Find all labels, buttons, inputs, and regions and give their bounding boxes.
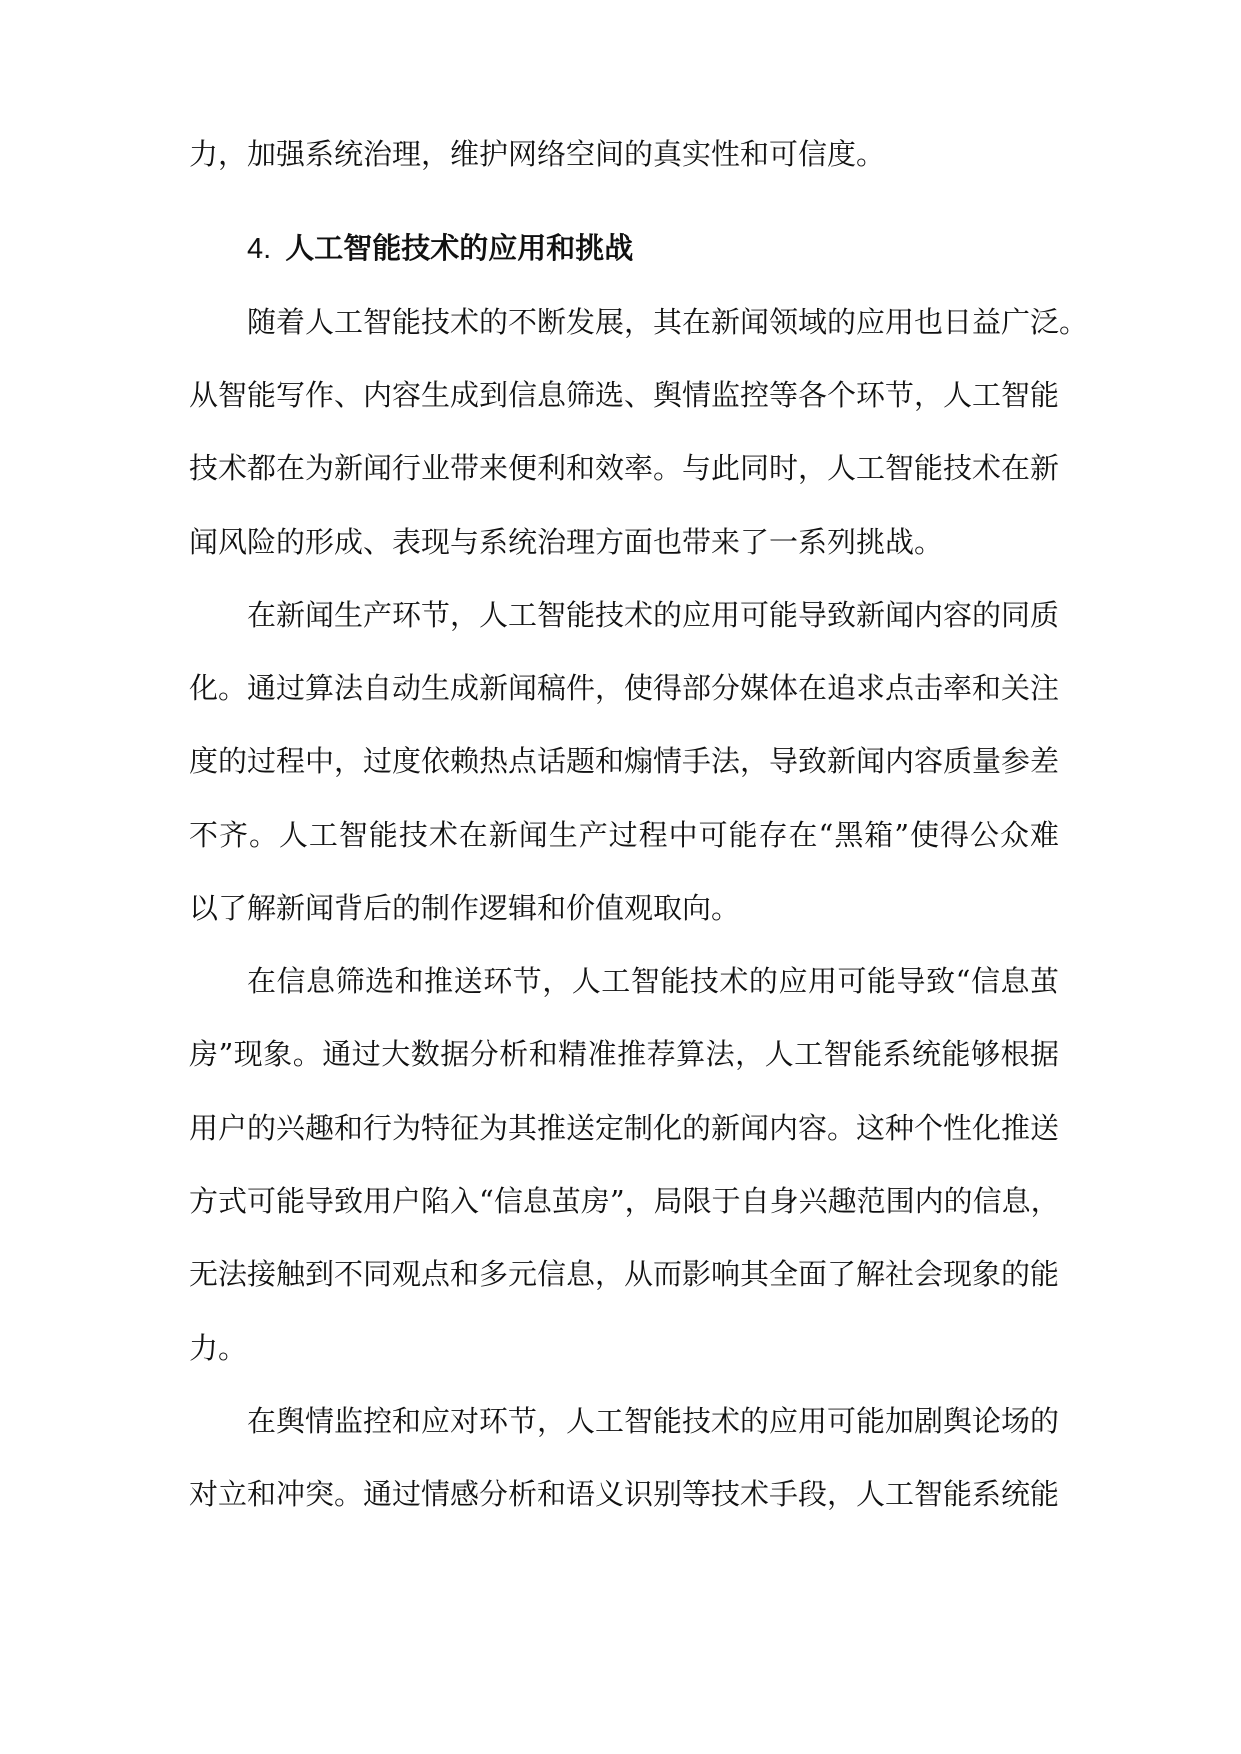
paragraph-line: 化。通过算法自动生成新闻稿件，使得部分媒体在追求点击率和关注 (189, 671, 1060, 705)
carryover-line: 力，加强系统治理，维护网络空间的真实性和可信度。 (189, 137, 886, 171)
paragraph-line: 用户的兴趣和行为特征为其推送定制化的新闻内容。这种个性化推送 (189, 1111, 1060, 1145)
paragraph-line: 闻风险的形成、表现与系统治理方面也带来了一系列挑战。 (189, 525, 944, 559)
paragraph-line: 对立和冲突。通过情感分析和语义识别等技术手段，人工智能系统能 (189, 1477, 1060, 1511)
paragraph-line: 房”现象。通过大数据分析和精准推荐算法，人工智能系统能够根据 (189, 1037, 1059, 1071)
paragraph-line: 随着人工智能技术的不断发展，其在新闻领域的应用也日益广泛。 (247, 305, 1089, 339)
paragraph-line: 度的过程中，过度依赖热点话题和煽情手法，导致新闻内容质量参差 (189, 744, 1060, 778)
paragraph-line: 在信息筛选和推送环节，人工智能技术的应用可能导致“信息茧 (247, 964, 1059, 998)
paragraph-line: 从智能写作、内容生成到信息筛选、舆情监控等各个环节，人工智能 (189, 378, 1060, 412)
paragraph-line: 不齐。人工智能技术在新闻生产过程中可能存在“黑箱”使得公众难 (189, 818, 1059, 852)
paragraph-line: 在舆情监控和应对环节，人工智能技术的应用可能加剧舆论场的 (247, 1404, 1060, 1438)
paragraph-line: 无法接触到不同观点和多元信息，从而影响其全面了解社会现象的能 (189, 1257, 1060, 1291)
section-heading (247, 228, 633, 268)
paragraph-line: 力。 (189, 1331, 248, 1365)
paragraph-line: 在新闻生产环节，人工智能技术的应用可能导致新闻内容的同质 (247, 598, 1060, 632)
section-title: 人工智能技术的应用和挑战 (285, 231, 634, 265)
paragraph-line: 技术都在为新闻行业带来便利和效率。与此同时，人工智能技术在新 (189, 451, 1060, 485)
paragraph-line: 以了解新闻背后的制作逻辑和价值观取向。 (189, 891, 741, 925)
paragraph-line: 方式可能导致用户陷入“信息茧房”，局限于自身兴趣范围内的信息， (189, 1184, 1060, 1218)
section-number: 4. (247, 233, 272, 265)
